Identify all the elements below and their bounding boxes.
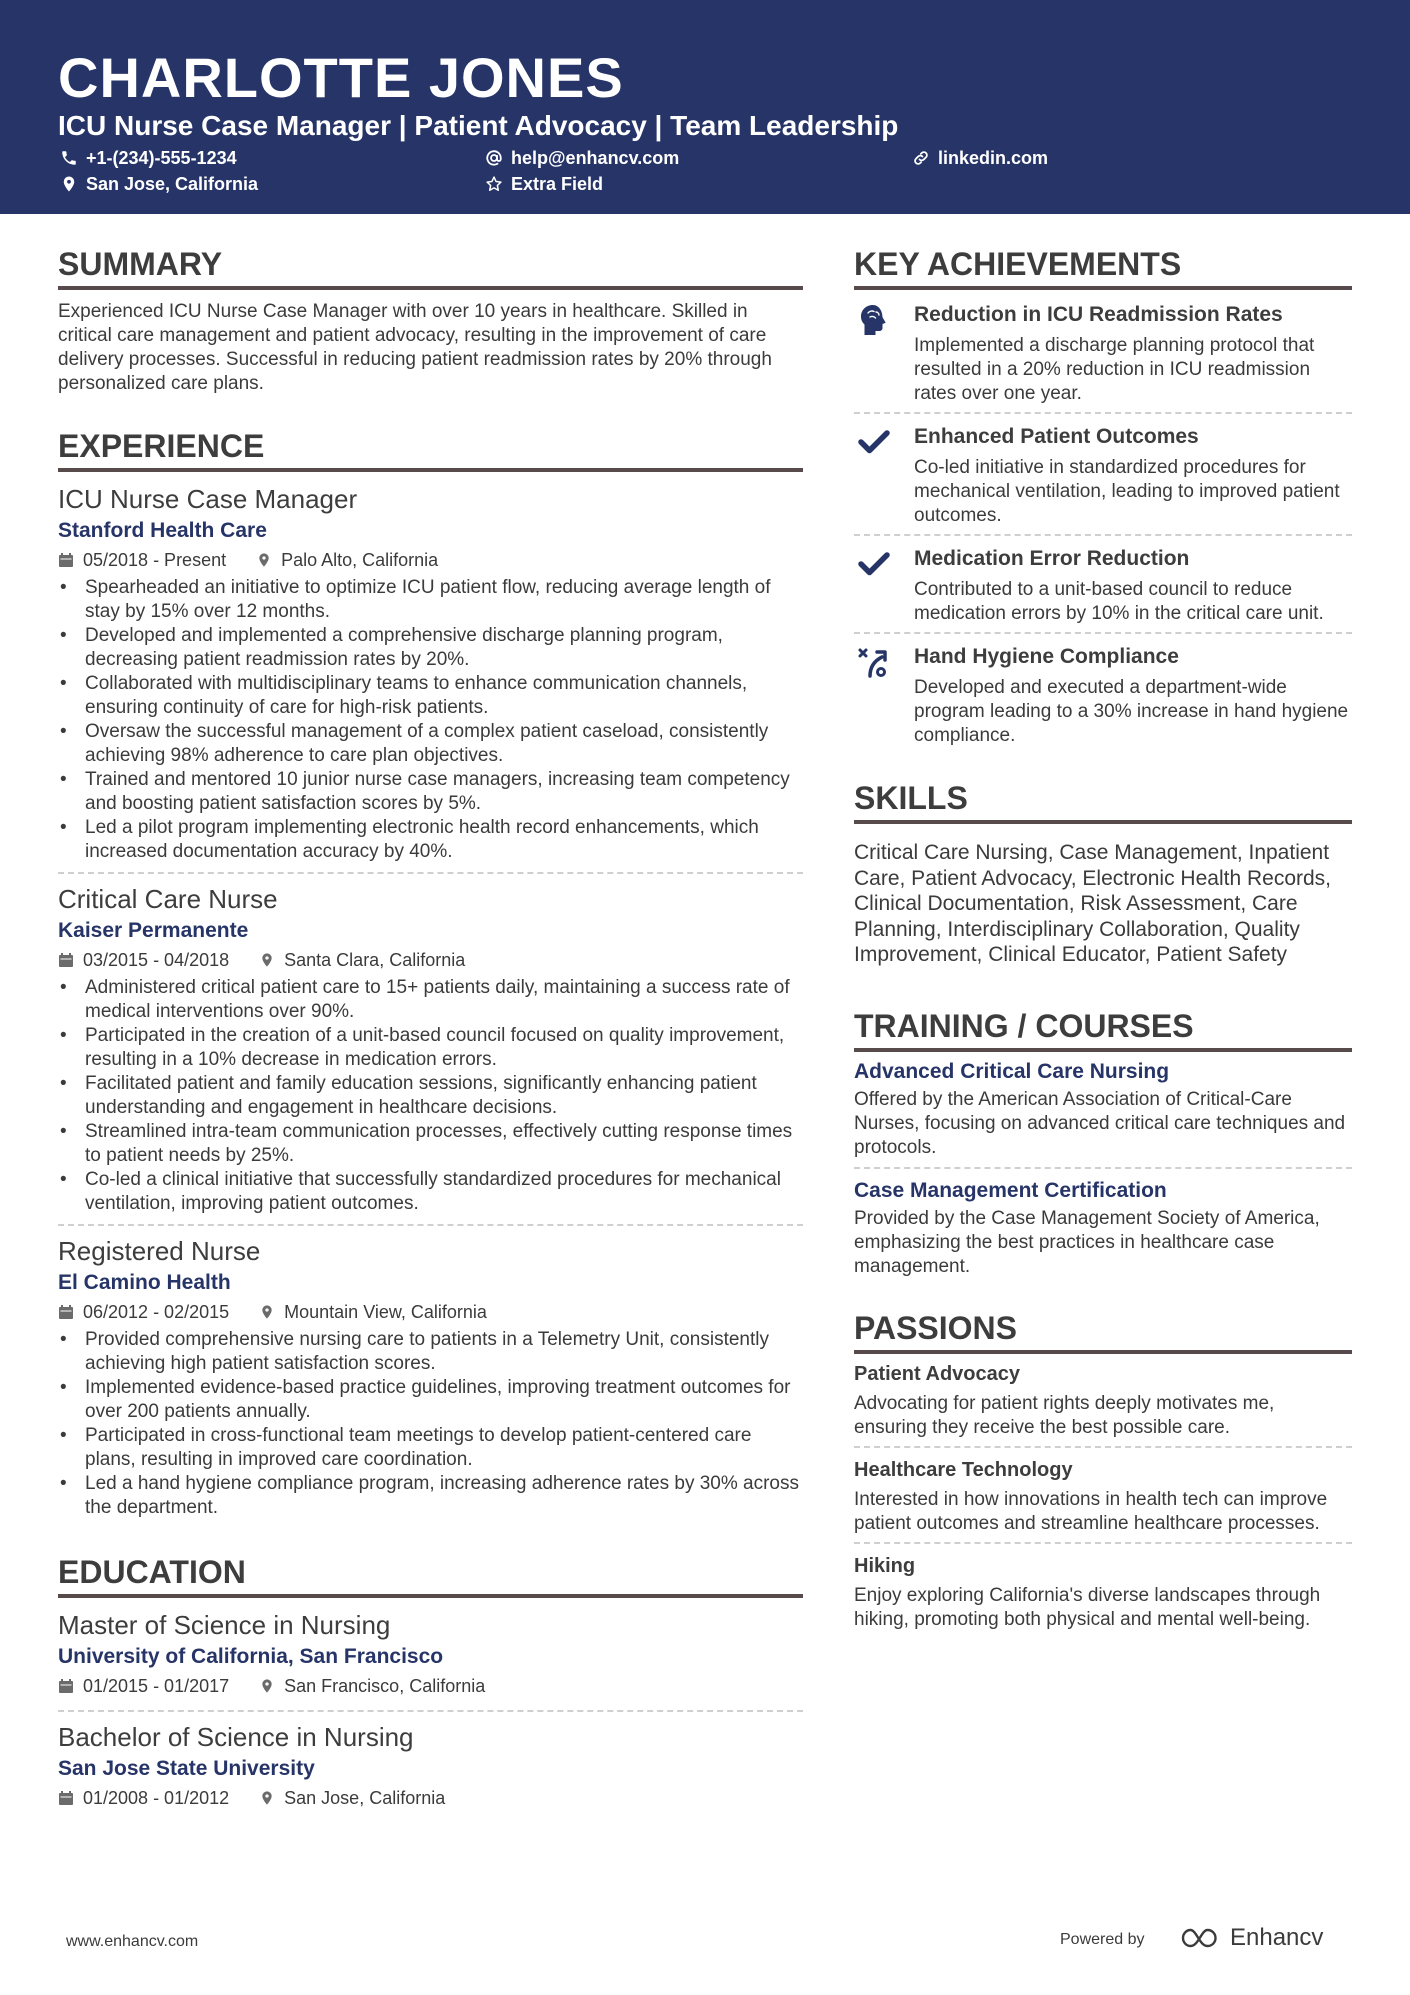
job-dates: 03/2015 - 04/2018 xyxy=(83,950,230,970)
candidate-headline: ICU Nurse Case Manager | Patient Advocacy | Team Leadership xyxy=(58,110,899,141)
passion-title: Hiking xyxy=(854,1554,916,1577)
education-dates: 01/2015 - 01/2017 xyxy=(83,1676,230,1696)
bullet-item: • Led a pilot program implementing electronic health record enhancements, which increased documentation accuracy by 40%. xyxy=(58,816,803,864)
bullet-item: • Streamlined intra-team communication processes, effectively cutting response times to patient needs by 25%. xyxy=(58,1120,803,1168)
job-dates: 06/2012 - 02/2015 xyxy=(83,1302,230,1322)
phone-text: +1-(234)-555-1234 xyxy=(86,148,237,168)
bullet-item: • Facilitated patient and family education sessions, significantly enhancing patient understanding and engagement in healthcare decisions. xyxy=(58,1072,803,1120)
job-dates: 05/2018 - Present xyxy=(83,550,227,570)
location-pin-icon xyxy=(259,1304,275,1320)
at-icon xyxy=(485,149,503,167)
degree-title: Master of Science in Nursing xyxy=(58,1610,391,1640)
school-name: University of California, San Francisco xyxy=(58,1645,444,1668)
education-dates: 01/2008 - 01/2012 xyxy=(83,1788,230,1808)
course-title: Advanced Critical Care Nursing xyxy=(854,1059,1170,1083)
bullet-item: • Implemented evidence-based practice guidelines, improving treatment outcomes for over 200 patients annually. xyxy=(58,1376,803,1424)
achievement-text: Contributed to a unit-based council to reduce medication errors by 10% in the critical care unit. xyxy=(914,579,1324,624)
company-name: Stanford Health Care xyxy=(58,519,267,542)
passion-item xyxy=(854,1360,1352,1448)
bullet-item: • Oversaw the successful management of a complex patient caseload, consistently achieving 98% adherence to care plan objectives. xyxy=(58,720,803,768)
course-item xyxy=(854,1177,1352,1286)
achievement-item xyxy=(854,634,1352,754)
location-pin-icon xyxy=(259,952,275,968)
job-title: Registered Nurse xyxy=(58,1236,261,1266)
contact-phone[interactable] xyxy=(60,146,237,170)
job-title: ICU Nurse Case Manager xyxy=(58,484,358,514)
contact-location xyxy=(60,172,258,196)
job-meta xyxy=(58,548,803,572)
company-name: Kaiser Permanente xyxy=(58,919,249,942)
link-icon xyxy=(912,149,930,167)
calendar-icon xyxy=(58,552,74,568)
job-bullets xyxy=(58,576,803,864)
passion-text: Enjoy exploring California's diverse landscapes through hiking, promoting both physical and mental well-being. xyxy=(854,1584,1321,1630)
skills-text: Critical Care Nursing, Case Management, Inpatient Care, Patient Advocacy, Electronic Health Records, Clinical Documentation, Risk Assessment, Care Planning, Interdisciplinary Collaboration, Quality Improvement, Clinical Educator, Patient Safety xyxy=(854,841,1332,966)
achievement-title: Reduction in ICU Readmission Rates xyxy=(914,303,1283,326)
bullet-item: • Led a hand hygiene compliance program, increasing adherence rates by 30% across the department. xyxy=(58,1472,803,1520)
job-location-text: Mountain View, California xyxy=(284,1302,487,1322)
achievement-text: Developed and executed a department-wide program leading to a 30% increase in hand hygiene compliance. xyxy=(914,677,1349,746)
location-pin-icon xyxy=(256,552,272,568)
course-title: Case Management Certification xyxy=(854,1178,1167,1202)
achievements-heading: KEY ACHIEVEMENTS xyxy=(854,244,1352,290)
achievement-text: Implemented a discharge planning protocol that resulted in a 20% reduction in ICU readmission rates over one year. xyxy=(914,335,1315,404)
bullet-item: • Developed and implemented a comprehensive discharge planning program, decreasing patient readmission rates by 20%. xyxy=(58,624,803,672)
experience-item xyxy=(58,882,803,1226)
bullet-item: • Participated in cross-functional team meetings to develop patient-centered care plans, resulting in improved care coordination. xyxy=(58,1424,803,1472)
contact-email[interactable] xyxy=(485,146,679,170)
checkmark-icon xyxy=(856,424,892,460)
achievement-item xyxy=(854,292,1352,414)
skills-heading: SKILLS xyxy=(854,778,1352,824)
brand-logo[interactable] xyxy=(1180,1924,1323,1952)
bullet-item: • Collaborated with multidisciplinary teams to enhance communication channels, ensuring continuity of care for high-risk patients. xyxy=(58,672,803,720)
left-column xyxy=(58,244,803,1830)
achievement-title: Medication Error Reduction xyxy=(914,547,1190,570)
education-location-text: San Francisco, California xyxy=(284,1676,486,1696)
education-location xyxy=(259,1786,445,1810)
right-column xyxy=(854,244,1352,1646)
calendar-icon xyxy=(58,1790,74,1806)
job-meta xyxy=(58,948,803,972)
experience-section xyxy=(58,426,803,1528)
location-text: San Jose, California xyxy=(86,174,259,194)
job-location xyxy=(259,948,465,972)
job-location-text: Palo Alto, California xyxy=(281,550,439,570)
achievement-title: Enhanced Patient Outcomes xyxy=(914,425,1199,448)
experience-item xyxy=(58,482,803,874)
contact-linkedin[interactable] xyxy=(912,146,1048,170)
education-location xyxy=(259,1674,485,1698)
education-meta xyxy=(58,1674,803,1698)
brain-head-icon xyxy=(856,302,892,338)
job-meta xyxy=(58,1300,803,1324)
candidate-name: CHARLOTTE JONES xyxy=(58,46,624,109)
passion-title: Patient Advocacy xyxy=(854,1362,1020,1385)
course-item xyxy=(854,1058,1352,1169)
education-item xyxy=(58,1720,803,1822)
training-heading: TRAINING / COURSES xyxy=(854,1006,1352,1052)
powered-by-label: Powered by xyxy=(1060,1931,1145,1948)
summary-heading: SUMMARY xyxy=(58,244,803,290)
skills-section xyxy=(854,778,1352,968)
star-icon xyxy=(485,175,503,193)
job-title: Critical Care Nurse xyxy=(58,884,278,914)
bullet-item: • Trained and mentored 10 junior nurse case managers, increasing team competency and boosting patient satisfaction scores by 5%. xyxy=(58,768,803,816)
resume-header xyxy=(0,0,1410,214)
school-name: San Jose State University xyxy=(58,1757,315,1780)
achievement-item xyxy=(854,414,1352,536)
company-name: El Camino Health xyxy=(58,1271,231,1294)
education-heading: EDUCATION xyxy=(58,1552,803,1598)
training-section xyxy=(854,1006,1352,1286)
location-pin-icon xyxy=(259,1790,275,1806)
education-item xyxy=(58,1608,803,1712)
passion-item xyxy=(854,1456,1352,1544)
course-text: Offered by the American Association of Critical-Care Nurses, focusing on advanced critical care techniques and protocols. xyxy=(854,1088,1346,1158)
passion-text: Advocating for patient rights deeply motivates me, ensuring they receive the best possible care. xyxy=(854,1392,1275,1438)
brand-name: Enhancv xyxy=(1230,1924,1324,1951)
job-location-text: Santa Clara, California xyxy=(284,950,466,970)
education-meta xyxy=(58,1786,803,1810)
job-bullets xyxy=(58,976,803,1216)
enhancv-logo-icon xyxy=(1180,1926,1224,1950)
education-section xyxy=(58,1552,803,1822)
degree-title: Bachelor of Science in Nursing xyxy=(58,1722,414,1752)
bullet-item: • Administered critical patient care to 15+ patients daily, maintaining a success rate of medical interventions over 90%. xyxy=(58,976,803,1024)
bullet-item: • Spearheaded an initiative to optimize ICU patient flow, reducing average length of stay by 15% over 12 months. xyxy=(58,576,803,624)
passions-heading: PASSIONS xyxy=(854,1308,1352,1354)
education-location-text: San Jose, California xyxy=(284,1788,446,1808)
experience-item xyxy=(58,1234,803,1528)
job-location xyxy=(259,1300,487,1324)
strategy-icon xyxy=(856,644,892,680)
achievements-section xyxy=(854,244,1352,754)
footer-url[interactable]: www.enhancv.com xyxy=(66,1933,199,1950)
course-text: Provided by the Case Management Society of America, emphasizing the best practices in healthcare case management. xyxy=(854,1207,1320,1277)
location-pin-icon xyxy=(259,1678,275,1694)
email-text: help@enhancv.com xyxy=(511,148,680,168)
calendar-icon xyxy=(58,1304,74,1320)
achievement-text: Co-led initiative in standardized procedures for mechanical ventilation, leading to improved patient outcomes. xyxy=(914,457,1340,526)
extra-text: Extra Field xyxy=(511,174,604,194)
passions-section xyxy=(854,1308,1352,1638)
passion-text: Interested in how innovations in health tech can improve patient outcomes and streamline healthcare processes. xyxy=(854,1488,1328,1534)
achievement-title: Hand Hygiene Compliance xyxy=(914,645,1179,668)
location-pin-icon xyxy=(60,175,78,193)
passion-item xyxy=(854,1552,1352,1638)
job-location xyxy=(256,548,438,572)
job-bullets xyxy=(58,1328,803,1520)
checkmark-icon xyxy=(856,546,892,582)
summary-text: Experienced ICU Nurse Case Manager with over 10 years in healthcare. Skilled in critical care management and patient advocacy, resulting in the improvement of care delivery processes. Successful in reducing patient readmission rates by 20% through personalized care plans. xyxy=(58,301,772,394)
summary-section xyxy=(58,244,803,396)
contact-extra xyxy=(485,172,603,196)
achievement-item xyxy=(854,536,1352,634)
bullet-item: • Co-led a clinical initiative that successfully standardized procedures for mechanical ventilation, improving patient outcomes. xyxy=(58,1168,803,1216)
calendar-icon xyxy=(58,1678,74,1694)
linkedin-text: linkedin.com xyxy=(938,148,1049,168)
phone-icon xyxy=(60,149,78,167)
passion-title: Healthcare Technology xyxy=(854,1458,1073,1481)
bullet-item: • Participated in the creation of a unit-based council focused on quality improvement, resulting in a 10% decrease in medication errors. xyxy=(58,1024,803,1072)
experience-heading: EXPERIENCE xyxy=(58,426,803,472)
calendar-icon xyxy=(58,952,74,968)
bullet-item: • Provided comprehensive nursing care to patients in a Telemetry Unit, consistently achieving high patient satisfaction scores. xyxy=(58,1328,803,1376)
